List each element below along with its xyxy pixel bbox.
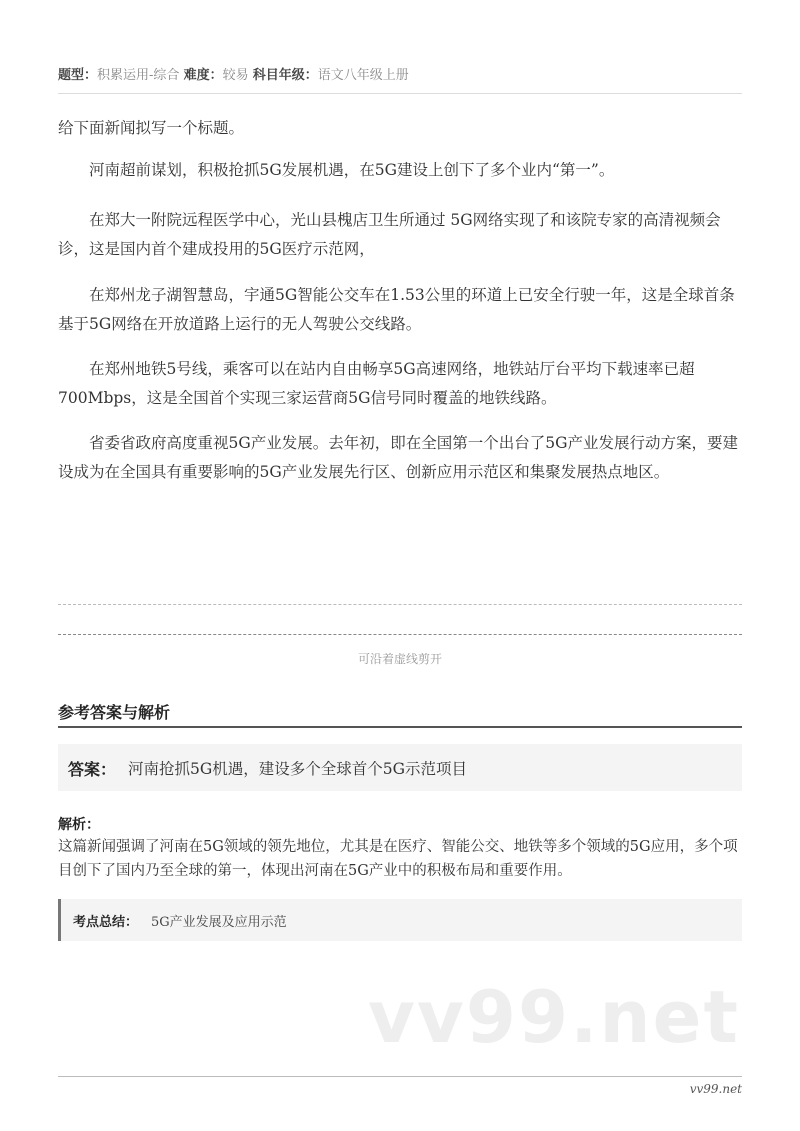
answer-value: 河南抢抓5G机遇，建设多个全球首个5G示范项目 (128, 760, 467, 778)
news-paragraph: 河南超前谋划，积极抢抓5G发展机遇，在5G建设上创下了多个业内“第一”。 (89, 161, 615, 179)
cut-line (58, 604, 742, 605)
key-point-value: 5G产业发展及应用示范 (151, 915, 287, 930)
watermark: vv99.net (368, 975, 740, 1059)
section-divider (58, 726, 742, 728)
news-paragraph: 在郑州龙子湖智慧岛，宇通5G智能公交车在1.53公里的环道上已安全行驶一年，这是全球首条基于5G网络在开放道路上运行的无人驾驶公交线路。 (58, 286, 735, 333)
news-paragraph: 在郑州地铁5号线，乘客可以在站内自由畅享5G高速网络，地铁站厅台平均下载速率已超700Mbps，这是全国首个实现三家运营商5G信号同时覆盖的地铁线路。 (58, 360, 695, 407)
answer-label: 答案： (68, 760, 117, 779)
section-title: 参考答案与解析 (58, 703, 171, 722)
cut-hint: 可沿着虚线剪开 (357, 652, 442, 666)
news-paragraph: 省委省政府高度重视5G产业发展。去年初，即在全国第一个出台了5G产业发展行动方案，要建设成为在全国具有重要影响的5G产业发展先行区、创新应用示范区和集聚发展热点地区。 (58, 434, 738, 481)
analysis-label: 解析： (58, 817, 100, 833)
question-prompt: 给下面新闻拟写一个标题。 (58, 119, 245, 137)
footer-site: vv99.net (689, 1082, 742, 1096)
key-point-box (58, 899, 742, 941)
analysis-text: 这篇新闻强调了河南在5G领域的领先地位，尤其是在医疗、智能公交、地铁等多个领域的5G应用，多个项目创下了国内乃至全球的第一，体现出河南在5G产业中的积极布局和重要作用。 (58, 839, 738, 879)
divider (58, 93, 742, 94)
question-meta: 题型：积累运用-综合 难度：较易 科目年级：语文八年级上册 (58, 68, 409, 83)
cut-line (58, 634, 742, 635)
key-point-label: 考点总结： (73, 915, 139, 930)
answer-box (58, 744, 742, 791)
footer-divider (58, 1076, 742, 1077)
news-paragraph: 在郑大一附院远程医学中心，光山县槐店卫生所通过 5G网络实现了和该院专家的高清视频会诊，这是国内首个建成投用的5G医疗示范网， (58, 211, 721, 258)
